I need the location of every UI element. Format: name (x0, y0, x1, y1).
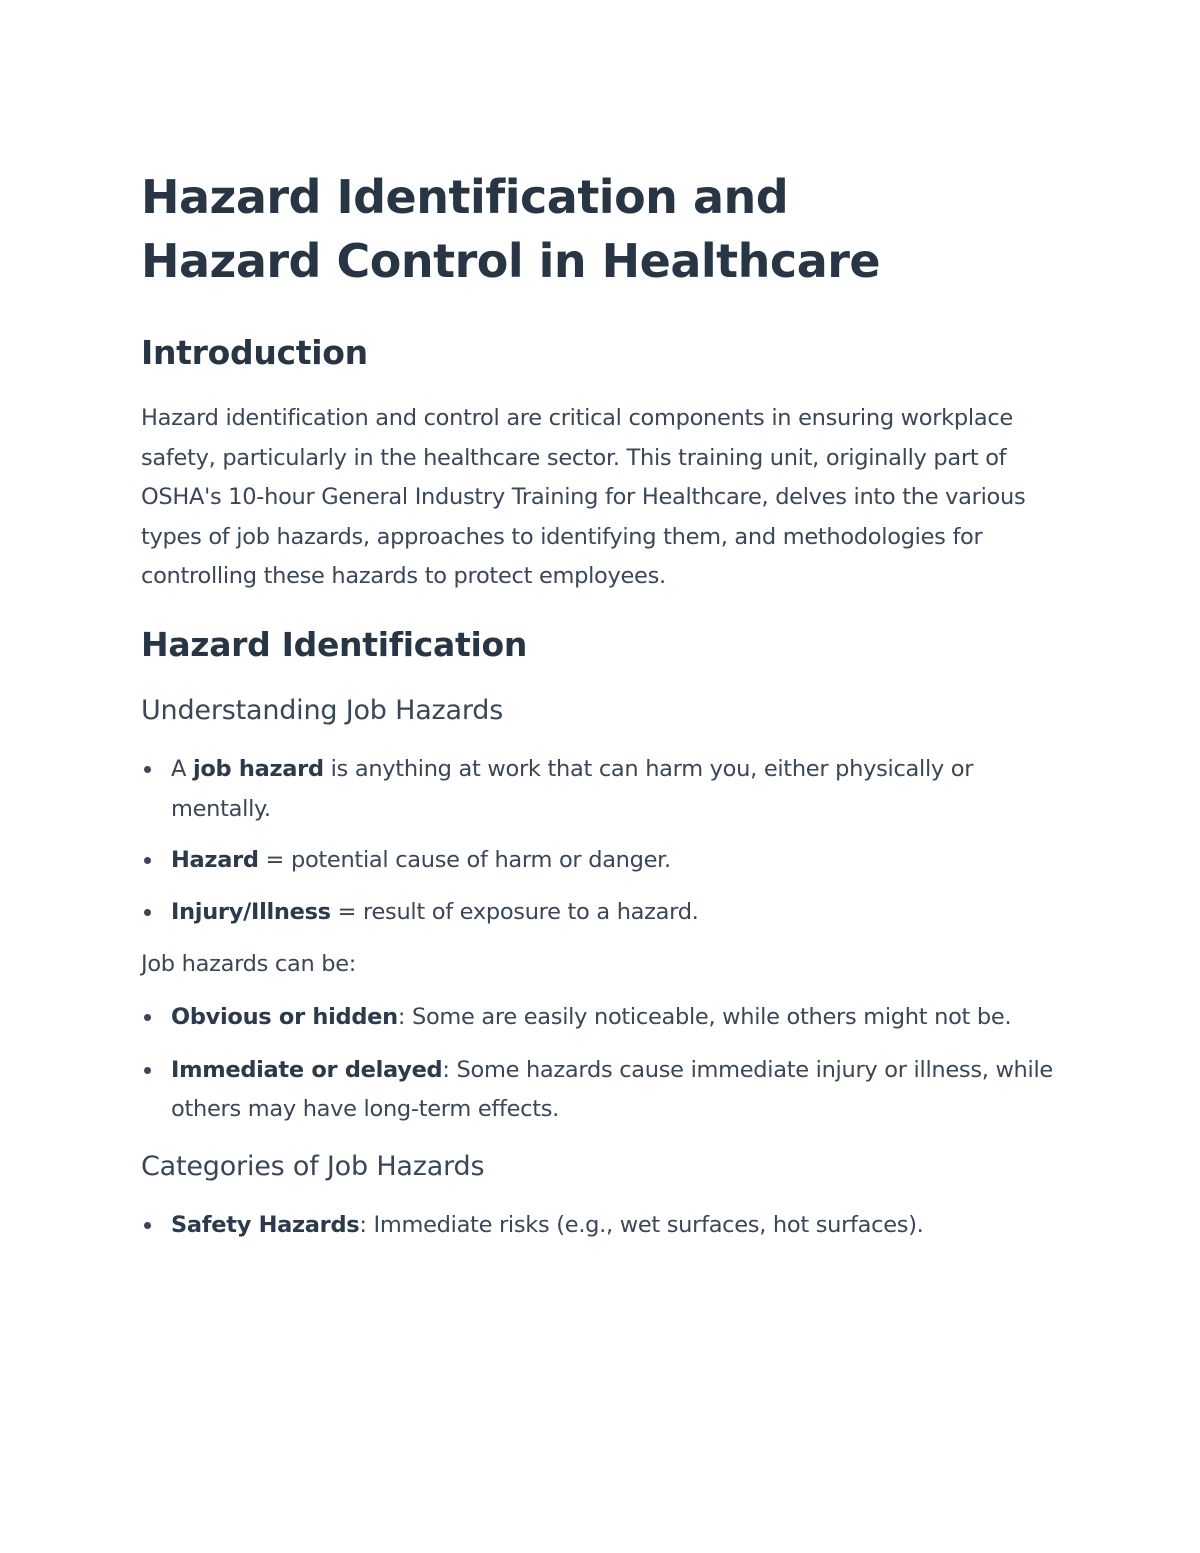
list-item (141, 1206, 1056, 1246)
document-title: Hazard Identification and Hazard Control in Healthcare (141, 170, 881, 288)
introduction-heading: Introduction (141, 333, 368, 372)
list-item (141, 750, 1056, 829)
categories-list (141, 1206, 1056, 1246)
item-description: = result of exposure to a hazard. (330, 898, 699, 925)
bullet-icon (144, 766, 151, 773)
bullet-icon (144, 1014, 151, 1021)
item-description: = potential cause of harm or danger. (258, 847, 671, 874)
list-item (141, 841, 1056, 881)
definition-list (141, 750, 1056, 932)
item-term: Immediate or delayed (171, 1056, 443, 1083)
item-term: Hazard (171, 847, 259, 874)
item-description: is anything at work that can harm you, either physically or mentally. (171, 755, 974, 822)
bullet-icon (144, 1222, 151, 1229)
item-prefix: A (171, 755, 193, 782)
list-item (141, 1051, 1056, 1130)
item-term: Safety Hazards (171, 1211, 360, 1238)
categories-heading: Categories of Job Hazards (141, 1150, 485, 1182)
hazard-kinds-list (141, 998, 1056, 1130)
list-item (141, 893, 1056, 933)
hazard-identification-heading: Hazard Identification (141, 624, 528, 664)
item-term: Injury/Illness (171, 898, 331, 925)
hazard-kinds-lead: Job hazards can be: (141, 951, 357, 978)
bullet-icon (144, 857, 151, 864)
list-item (141, 998, 1056, 1038)
item-term: Obvious or hidden (171, 1003, 398, 1030)
item-description: : Some hazards cause immediate injury or illness, while others may have long-term effects. (171, 1056, 1053, 1123)
understanding-job-hazards-heading: Understanding Job Hazards (141, 694, 504, 726)
item-description: : Immediate risks (e.g., wet surfaces, hot surfaces). (359, 1211, 924, 1238)
item-description: : Some are easily noticeable, while others might not be. (397, 1003, 1012, 1030)
item-term: job hazard (192, 755, 324, 782)
bullet-icon (144, 1067, 151, 1074)
bullet-icon (144, 909, 151, 916)
introduction-paragraph: Hazard identification and control are critical components in ensuring workplace safety, particularly in the healthcare sector. This training unit, originally part of OSHA's 10-hour General Industry Training for Healthcare, delves into the various types of job hazards, approaches to identifying them, and methodologies for controlling these hazards to protect employees. (141, 405, 1026, 590)
